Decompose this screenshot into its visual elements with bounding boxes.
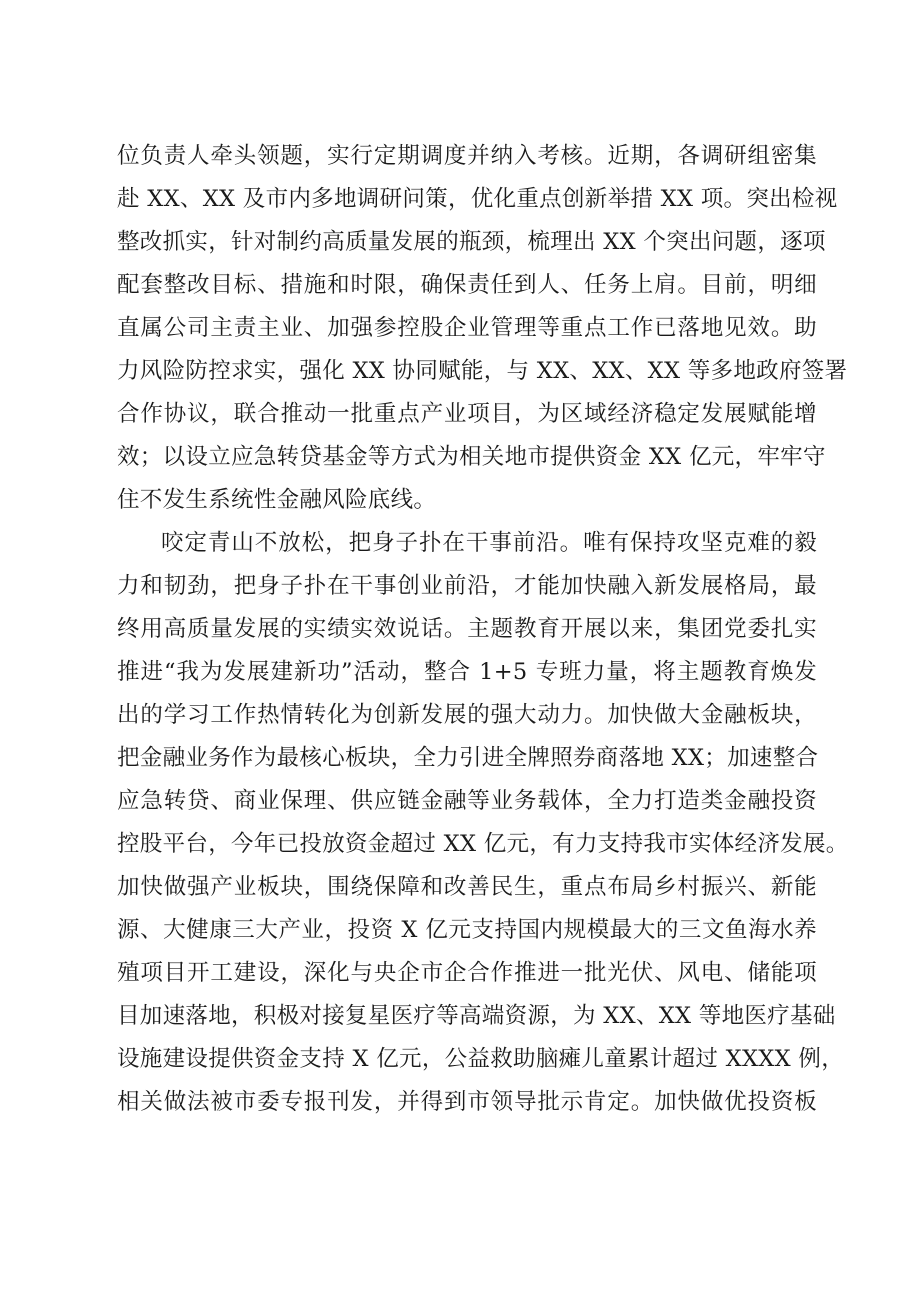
paragraph-line: 加快做强产业板块，围绕保障和改善民生，重点布局乡村振兴、新能 (117, 874, 817, 900)
paragraph-line: 整改抓实，针对制约高质量发展的瓶颈，梳理出 XX 个突出问题，逐项 (117, 229, 826, 255)
paragraph-line: 力风险防控求实，强化 XX 协同赋能，与 XX、XX、XX 等多地政府签署 (117, 358, 848, 384)
paragraph-line: 配套整改目标、措施和时限，确保责任到人、任务上肩。目前，明细 (117, 272, 817, 298)
paragraph-line: 相关做法被市委专报刊发，并得到市领导批示肯定。加快做优投资板 (117, 1089, 817, 1115)
paragraph-line: 殖项目开工建设，深化与央企市企合作推进一批光伏、风电、储能项 (117, 960, 817, 986)
paragraph-line: 位负责人牵头领题，实行定期调度并纳入考核。近期，各调研组密集 (117, 143, 817, 169)
paragraph-line: 应急转贷、商业保理、供应链金融等业务载体，全力打造类金融投资 (117, 788, 817, 814)
paragraph-line: 住不发生系统性金融风险底线。 (117, 487, 437, 513)
paragraph-line: 推进“我为发展建新功”活动，整合 1+5 专班力量，将主题教育焕发 (117, 659, 817, 685)
paragraph-line: 咬定青山不放松，把身子扑在干事前沿。唯有保持攻坚克难的毅 (161, 530, 817, 556)
paragraph-line: 直属公司主责主业、加强参控股企业管理等重点工作已落地见效。助 (117, 315, 817, 341)
paragraph-line: 源、大健康三大产业，投资 X 亿元支持国内规模最大的三文鱼海水养 (117, 917, 817, 943)
paragraph-line: 目加速落地，积极对接复星医疗等高端资源，为 XX、XX 等地医疗基础 (117, 1003, 836, 1029)
paragraph-1 (117, 135, 848, 522)
paragraph-line: 赴 XX、XX 及市内多地调研问策，优化重点创新举措 XX 项。突出检视 (117, 186, 838, 212)
paragraph-line: 控股平台，今年已投放资金超过 XX 亿元，有力支持我市实体经济发展。 (117, 831, 849, 857)
paragraph-line: 终用高质量发展的实绩实效说话。主题教育开展以来，集团党委扎实 (117, 616, 817, 642)
paragraph-line: 合作协议，联合推动一批重点产业项目，为区域经济稳定发展赋能增 (117, 401, 817, 427)
paragraph-line: 设施建设提供资金支持 X 亿元，公益救助脑瘫儿童累计超过 XXXX 例， (117, 1046, 844, 1072)
paragraph-line: 把金融业务作为最核心板块，全力引进全牌照券商落地 XX；加速整合 (117, 745, 819, 771)
paragraph-line: 力和韧劲，把身子扑在干事创业前沿，才能加快融入新发展格局，最 (117, 573, 817, 599)
paragraph-line: 效；以设立应急转贷基金等方式为相关地市提供资金 XX 亿元，牢牢守 (117, 444, 826, 470)
paragraph-2 (117, 522, 849, 1124)
paragraph-line: 出的学习工作热情转化为创新发展的强大动力。加快做大金融板块， (117, 702, 817, 728)
